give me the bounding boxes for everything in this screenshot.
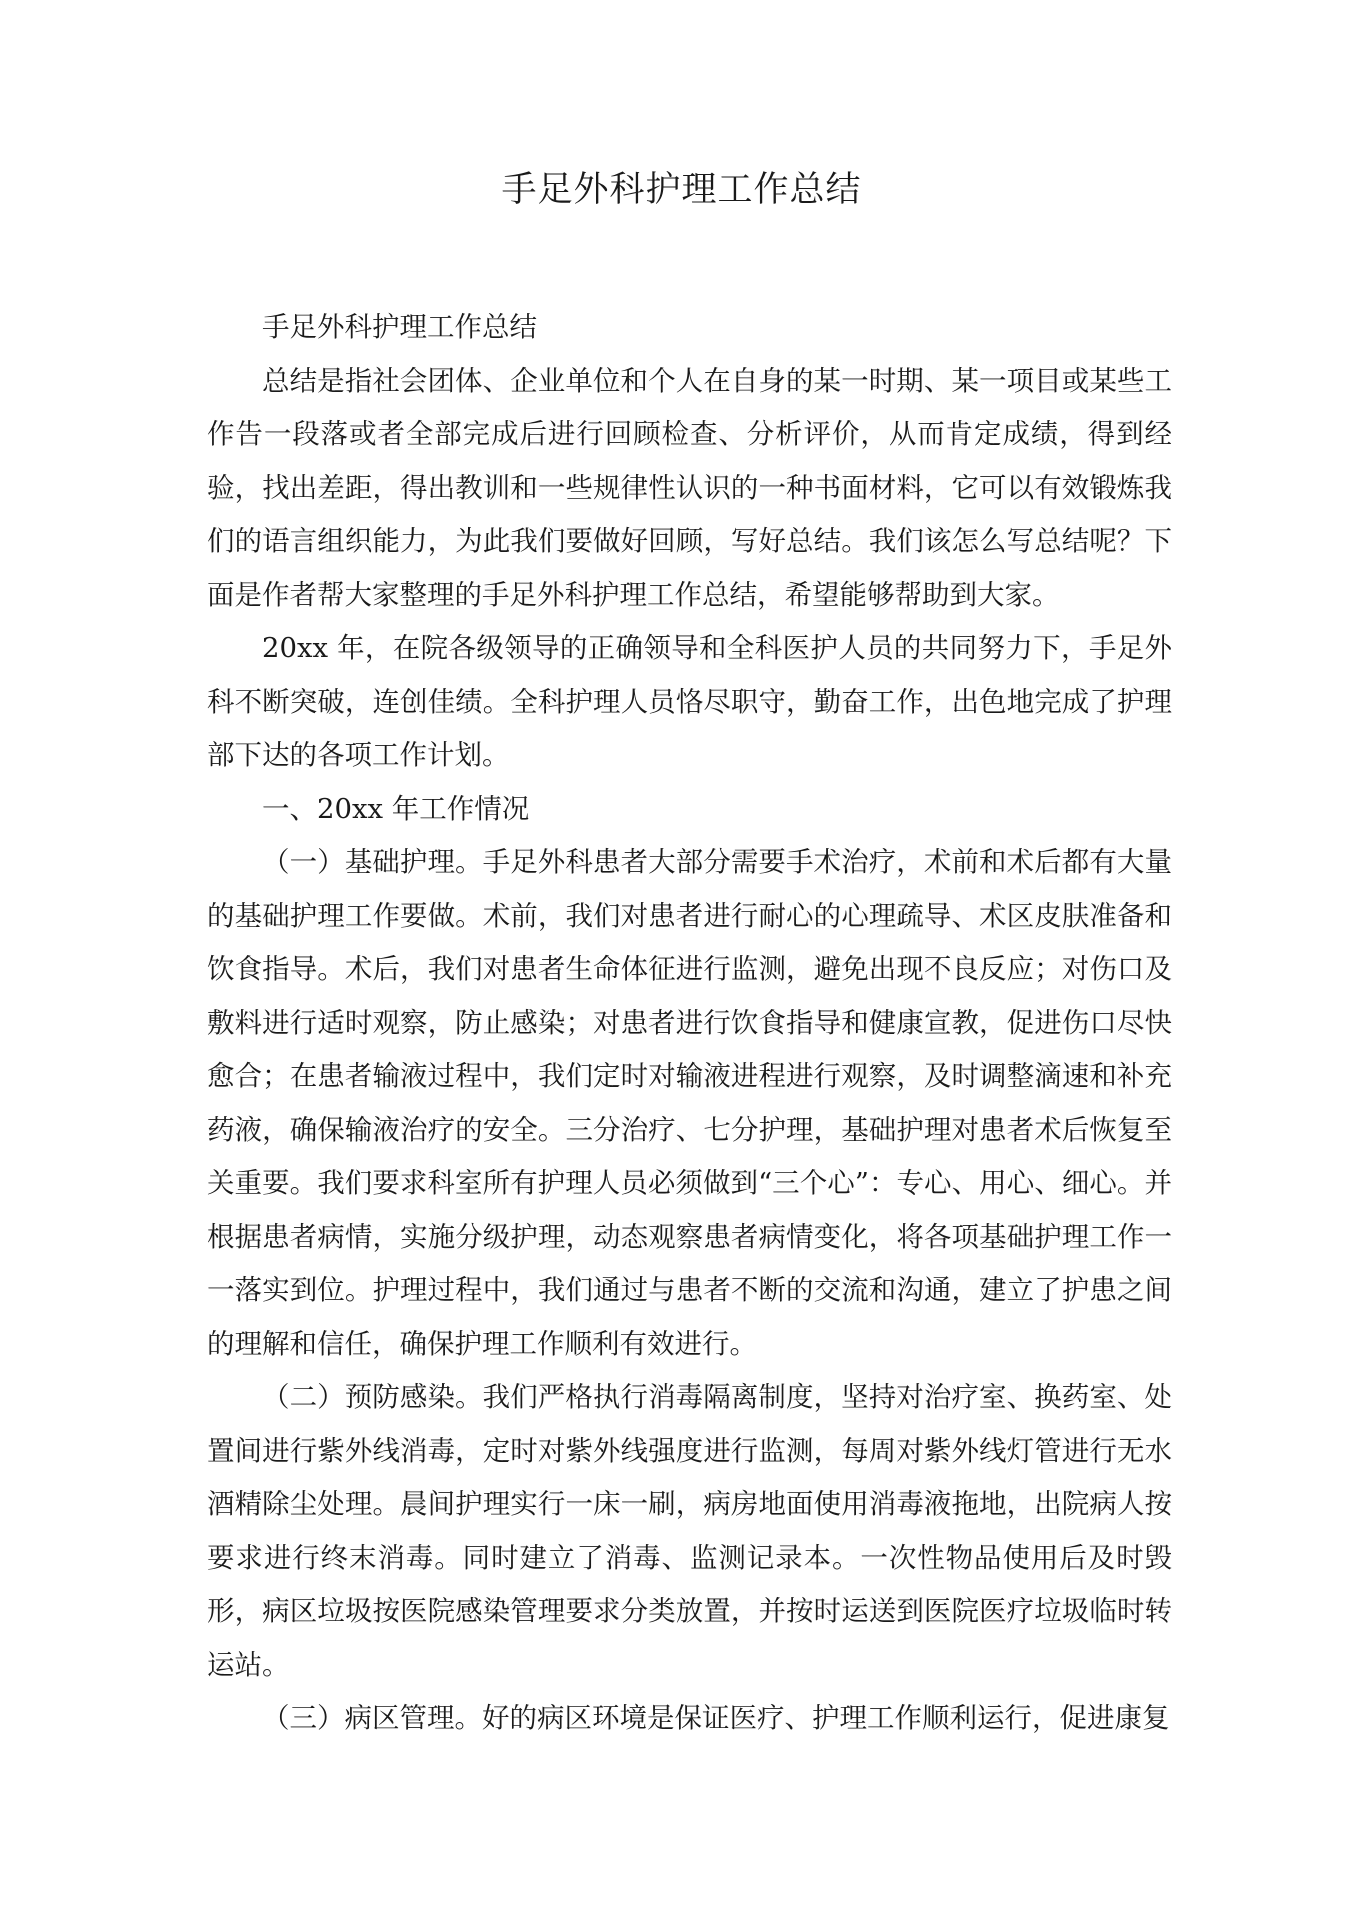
paragraph-intro: 总结是指社会团体、企业单位和个人在自身的某一时期、某一项目或某些工作告一段落或者全部完成后进行回顾检查、分析评价，从而肯定成绩，得到经验，找出差距，得出教训和一些规律性认识的一种书面材料，它可以有效锻炼我们的语言组织能力，为此我们要做好回顾，写好总结。我们该怎么写总结呢？下面是作者帮大家整理的手足外科护理工作总结，希望能够帮助到大家。 [207, 364, 1172, 611]
document-title: 手足外科护理工作总结 [501, 170, 862, 210]
document-subtitle: 手足外科护理工作总结 [262, 311, 537, 343]
document-body [207, 301, 1172, 1746]
paragraph-infection-prevention: （二）预防感染。我们严格执行消毒隔离制度，坚持对治疗室、换药室、处置间进行紫外线消毒，定时对紫外线强度进行监测，每周对紫外线灯管进行无水酒精除尘处理。晨间护理实行一床一刷，病房地面使用消毒液拖地，出院病人按要求进行终末消毒。同时建立了消毒、监测记录本。一次性物品使用后及时毁形，病区垃圾按医院感染管理要求分类放置，并按时运送到医院医疗垃圾临时转运站。 [207, 1381, 1172, 1681]
paragraph-basic-nursing: （一）基础护理。手足外科患者大部分需要手术治疗，术前和术后都有大量的基础护理工作要做。术前，我们对患者进行耐心的心理疏导、术区皮肤准备和饮食指导。术后，我们对患者生命体征进行监测，避免出现不良反应；对伤口及敷料进行适时观察，防止感染；对患者进行饮食指导和健康宣教，促进伤口尽快愈合；在患者输液过程中，我们定时对输液进程进行观察，及时调整滴速和补充药液，确保输液治疗的安全。三分治疗、七分护理，基础护理对患者术后恢复至关重要。我们要求科室所有护理人员必须做到“三个心”：专心、用心、细心。并根据患者病情，实施分级护理，动态观察患者病情变化，将各项基础护理工作一一落实到位。护理过程中，我们通过与患者不断的交流和沟通，建立了护患之间的理解和信任，确保护理工作顺利有效进行。 [207, 846, 1172, 1360]
section-heading-work-status: 一、20xx 年工作情况 [262, 792, 530, 825]
paragraph-overview: 20xx 年，在院各级领导的正确领导和全科医护人员的共同努力下，手足外科不断突破，连创佳绩。全科护理人员恪尽职守，勤奋工作，出色地完成了护理部下达的各项工作计划。 [207, 632, 1172, 771]
paragraph-ward-management: （三）病区管理。好的病区环境是保证医疗、护理工作顺利运行，促进康复 [262, 1702, 1170, 1734]
